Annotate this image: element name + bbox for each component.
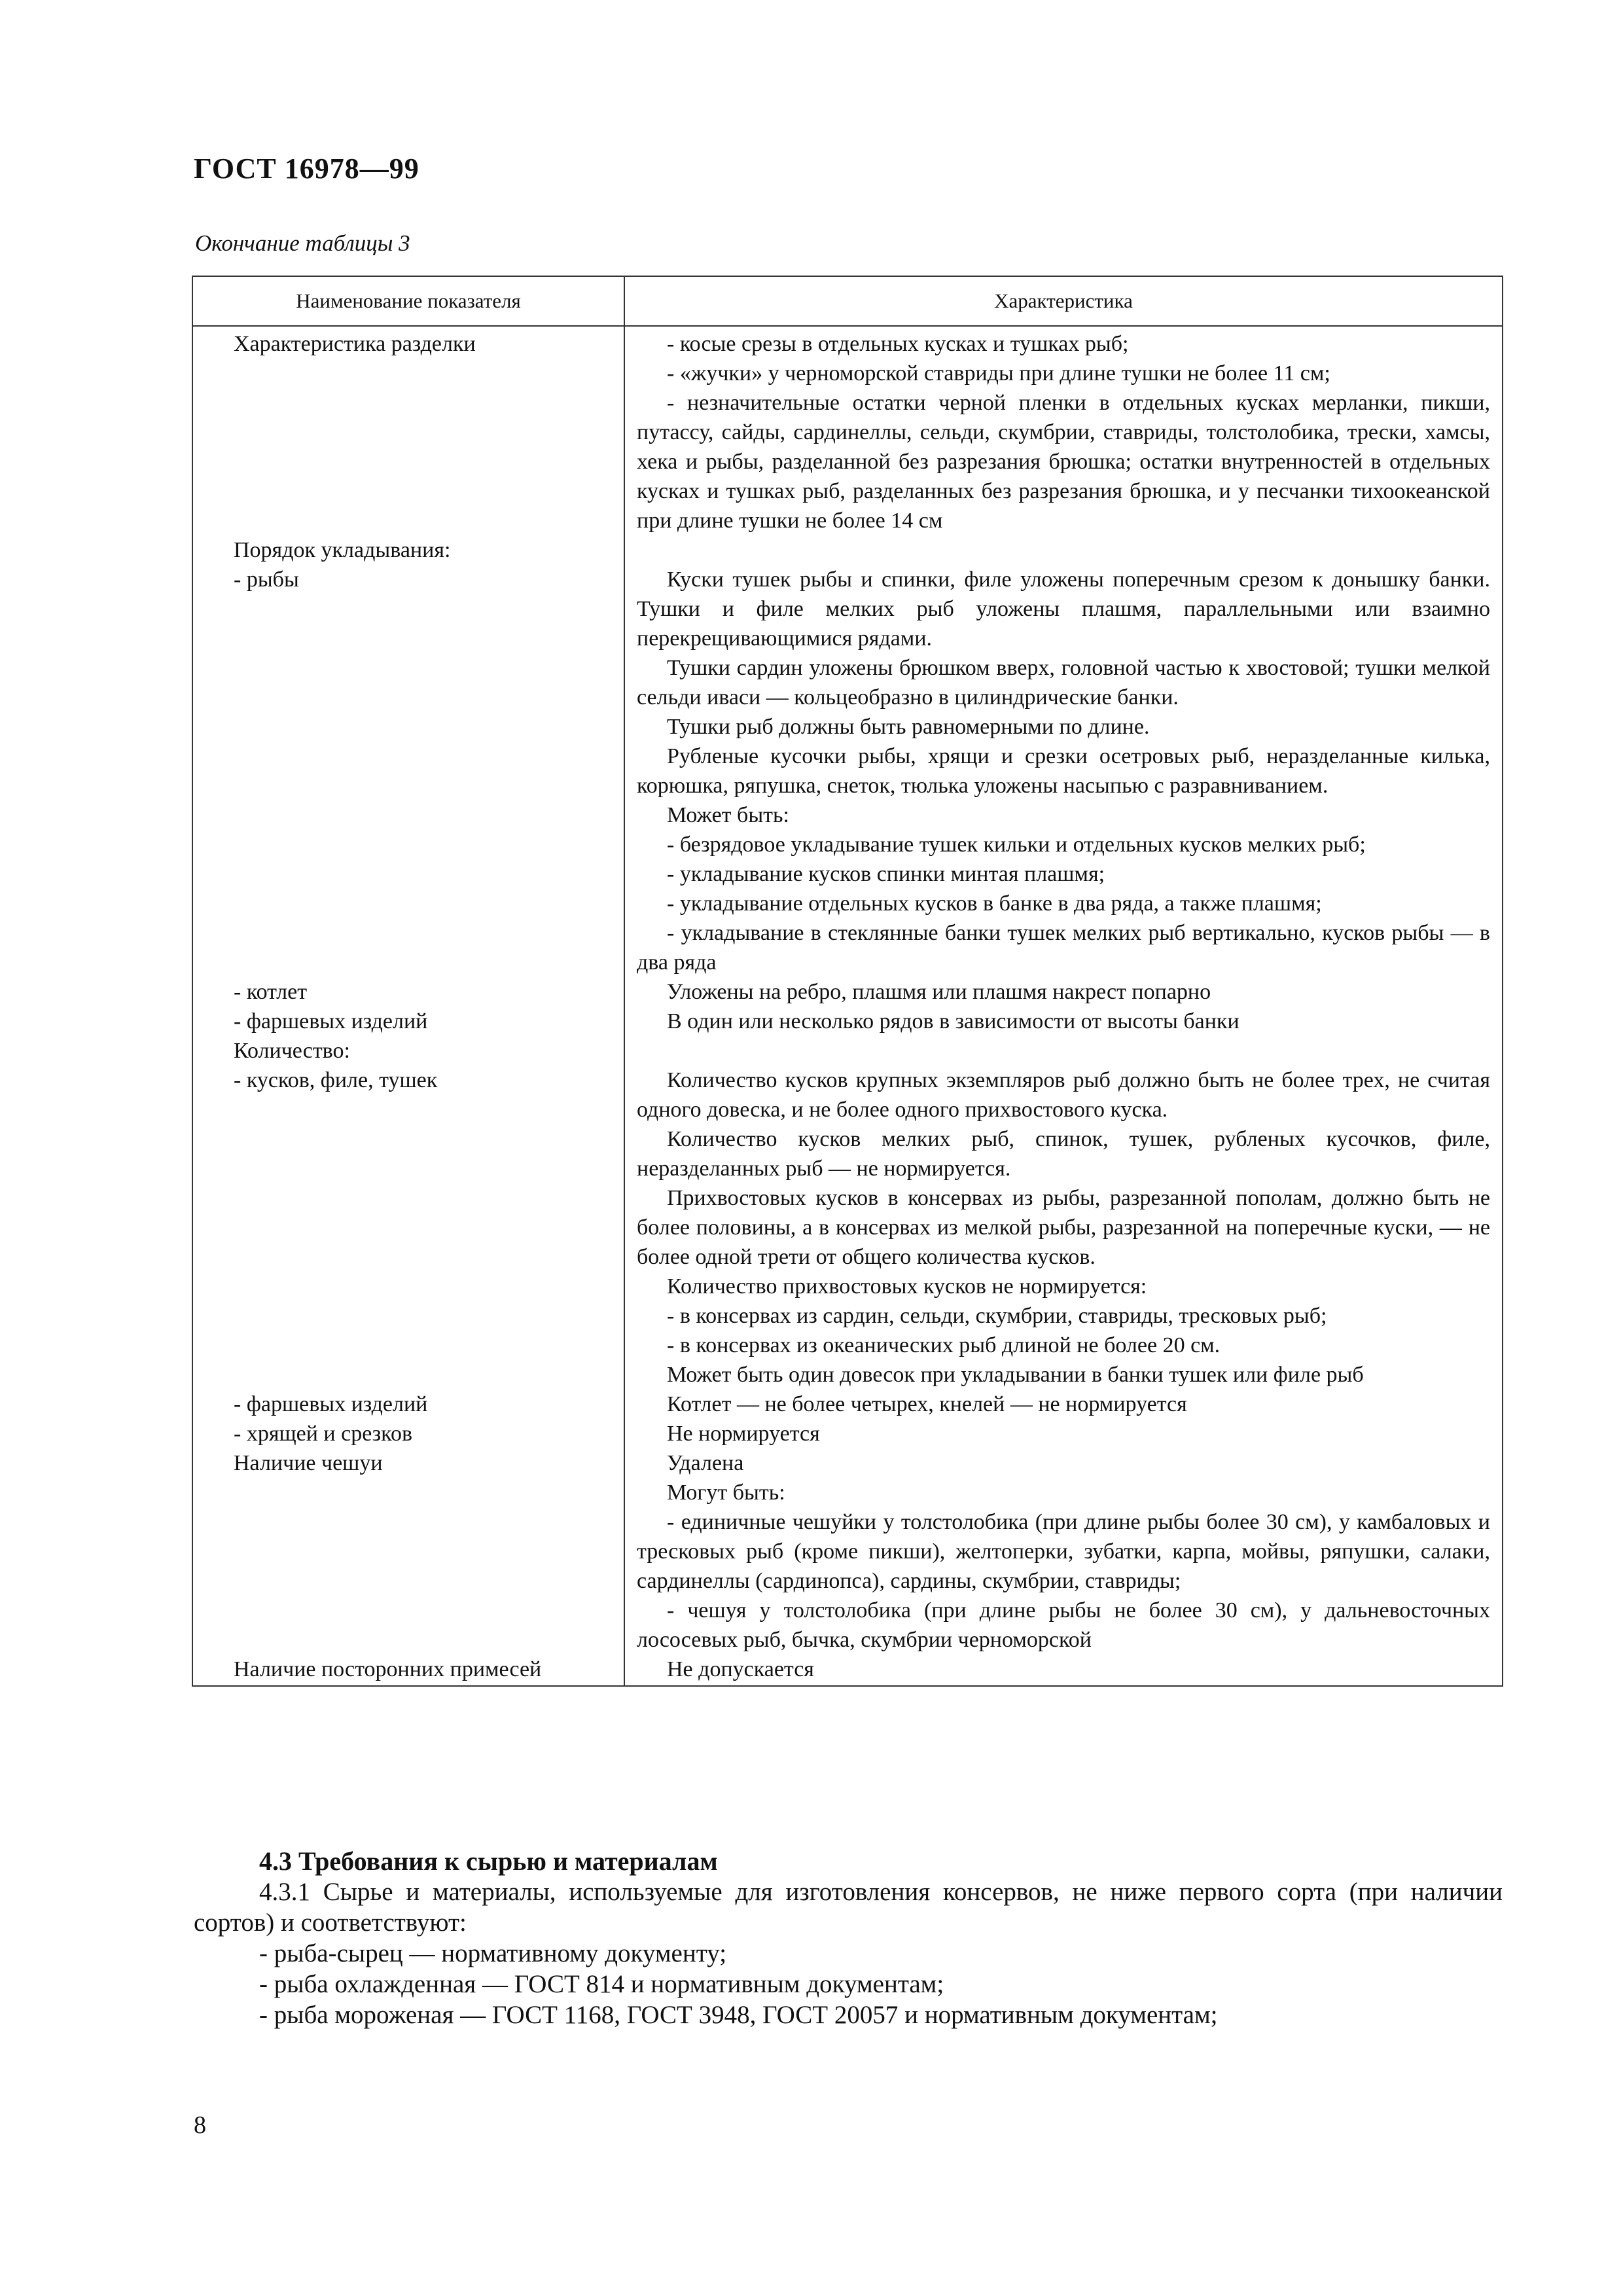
indicator-name: - кусков, филе, тушек [234,1068,438,1092]
document-code: ГОСТ 16978—99 [194,152,419,185]
specification-table [192,276,1503,1687]
indicator-name: - рыбы [234,567,299,592]
indicator-cell [192,1448,624,1655]
indicator-cell [192,977,624,1007]
indicator-cell [192,535,624,977]
table-row [192,1390,1503,1419]
section-title: 4.3 Требования к сырью и материалам [259,1846,718,1876]
column-header-indicator: Наименование показателя [192,276,624,326]
characteristic-line: Не допускается [667,1657,814,1681]
characteristic-line: - «жучки» у черноморской ставриды при длине тушки не более 11 см; [667,361,1330,386]
table-row [192,535,1503,977]
table-row [192,1036,1503,1390]
indicator-cell [192,1655,624,1686]
characteristic-line: - в консервах из океанических рыб длиной не более 20 см. [667,1333,1221,1357]
characteristic-line: - укладывание отдельных кусков в банке в два ряда, а также плашмя; [667,891,1322,916]
table-row [192,1655,1503,1686]
indicator-name: Наличие чешуи [234,1451,383,1475]
characteristic-line: - чешуя у толстолобика (при длине рыбы не более 30 см), у дальневосточных лососевых рыб, бычка, скумбрии черноморской [637,1598,1490,1652]
characteristic-line: Тушки сардин уложены брюшком вверх, головной частью к хвостовой; тушки мелкой сельди иваси — кольцеобразно в цилиндрические банки. [637,656,1490,709]
indicator-cell [192,1036,624,1390]
characteristic-line: Могут быть: [667,1480,785,1505]
characteristic-line: В один или несколько рядов в зависимости от высоты банки [667,1009,1240,1033]
column-header-characteristic: Характеристика [624,276,1503,326]
table-row [192,1007,1503,1036]
characteristic-line: Рубленые кусочки рыбы, хрящи и срезки осетровых рыб, неразделанные килька, корюшка, ряпушка, снеток, тюлька уложены насыпью с разравниванием. [637,744,1490,798]
indicator-name: Наличие посторонних примесей [234,1657,542,1681]
indicator-name: - фаршевых изделий [234,1392,428,1416]
characteristic-line: - безрядовое укладывание тушек кильки и отдельных кусков мелких рыб; [667,833,1366,857]
indicator-group-title: Количество: [234,1039,350,1063]
characteristic-line: - укладывание в стеклянные банки тушек мелких рыб вертикально, кусков рыбы — в два ряда [637,921,1490,975]
characteristic-line: Количество кусков крупных экземпляров рыб должно быть не более трех, не считая одного довеска, и не более одного прихвостового куска. [637,1068,1490,1122]
indicator-cell [192,1419,624,1448]
characteristic-line: - в консервах из сардин, сельди, скумбрии, ставриды, тресковых рыб; [667,1304,1327,1328]
table-header-row [192,276,1503,326]
characteristic-cell [624,1036,1503,1390]
indicator-name: - хрящей и срезков [234,1422,412,1446]
section-4-3 [194,1846,1503,2030]
indicator-cell [192,1390,624,1419]
section-paragraph: 4.3.1 Сырье и материалы, используемые для изготовления консервов, не ниже первого сорта (при наличии сортов) и соответствуют: [194,1878,1503,1937]
list-item: - рыба-сырец — нормативному документу; [259,1939,727,1967]
characteristic-line: Котлет — не более четырех, кнелей — не нормируется [667,1392,1187,1416]
characteristic-cell [624,535,1503,977]
characteristic-line: - укладывание кусков спинки минтая плашмя; [667,862,1105,886]
characteristic-line: Удалена [667,1451,744,1475]
characteristic-line: - косые срезы в отдельных кусках и тушках рыб; [667,332,1129,356]
indicator-name: - фаршевых изделий [234,1009,428,1033]
list-item: - рыба охлажденная — ГОСТ 814 и нормативным документам; [259,1970,944,1998]
characteristic-cell [624,977,1503,1007]
characteristic-line: Тушки рыб должны быть равномерными по длине. [667,715,1150,739]
page-number: 8 [194,2111,206,2139]
characteristic-cell [624,1655,1503,1686]
characteristic-cell [624,1448,1503,1655]
characteristic-line: Прихвостовых кусков в консервах из рыбы, разрезанной пополам, должно быть не более половины, а в консервах из мелкой рыбы, разрезанной на поперечные куски, — не более одной трети от общего количества кусков. [637,1186,1490,1269]
indicator-group-title: Порядок укладывания: [234,538,451,562]
characteristic-line: Уложены на ребро, плашмя или плашмя накрест попарно [667,980,1211,1004]
table-row [192,977,1503,1007]
characteristic-line: Количество кусков мелких рыб, спинок, тушек, рубленых кусочков, филе, неразделанных рыб — не нормируется. [637,1127,1490,1181]
characteristic-cell [624,1390,1503,1419]
characteristic-cell [624,326,1503,535]
indicator-cell [192,1007,624,1036]
table-row [192,1448,1503,1655]
indicator-cell [192,326,624,535]
characteristic-line: Не нормируется [667,1422,820,1446]
characteristic-line: - незначительные остатки черной пленки в отдельных кусках мерланки, пикши, путассу, сайды, сардинеллы, сельди, скумбрии, ставриды, толстолобика, трески, хамсы, хека и рыбы, разделанной без разрезания брюшка; остатки внутренностей в отдельных кусках и тушках рыб, разделанных без разрезания брюшка, и у песчанки тихоокеанской при длине тушки не более 14 см [637,391,1490,533]
characteristic-line: Куски тушек рыбы и спинки, филе уложены поперечным срезом к донышку банки. Тушки и филе мелких рыб уложены плашмя, параллельными или взаимно перекрещивающимися рядами. [637,567,1490,651]
characteristic-line: Может быть: [667,803,789,827]
indicator-name: Характеристика разделки [234,332,476,356]
characteristic-line: Может быть один довесок при укладывании в банки тушек или филе рыб [667,1363,1364,1387]
indicator-name: - котлет [234,980,308,1004]
characteristic-line: - единичные чешуйки у толстолобика (при длине рыбы более 30 см), у камбаловых и тресковых рыб (кроме пикши), желтоперки, зубатки, карпа, мойвы, ряпушки, салаки, сардинеллы (сардинопса), сардины, скумбрии, ставриды; [637,1510,1490,1593]
characteristic-line: Количество прихвостовых кусков не нормируется: [667,1274,1147,1299]
table-row [192,326,1503,535]
materials-list [194,1938,1503,2030]
characteristic-cell [624,1007,1503,1036]
list-item: - рыба мороженая — ГОСТ 1168, ГОСТ 3948, ГОСТ 20057 и нормативным документам; [259,2001,1218,2029]
characteristic-cell [624,1419,1503,1448]
table-caption: Окончание таблицы 3 [195,230,410,256]
table-row [192,1419,1503,1448]
